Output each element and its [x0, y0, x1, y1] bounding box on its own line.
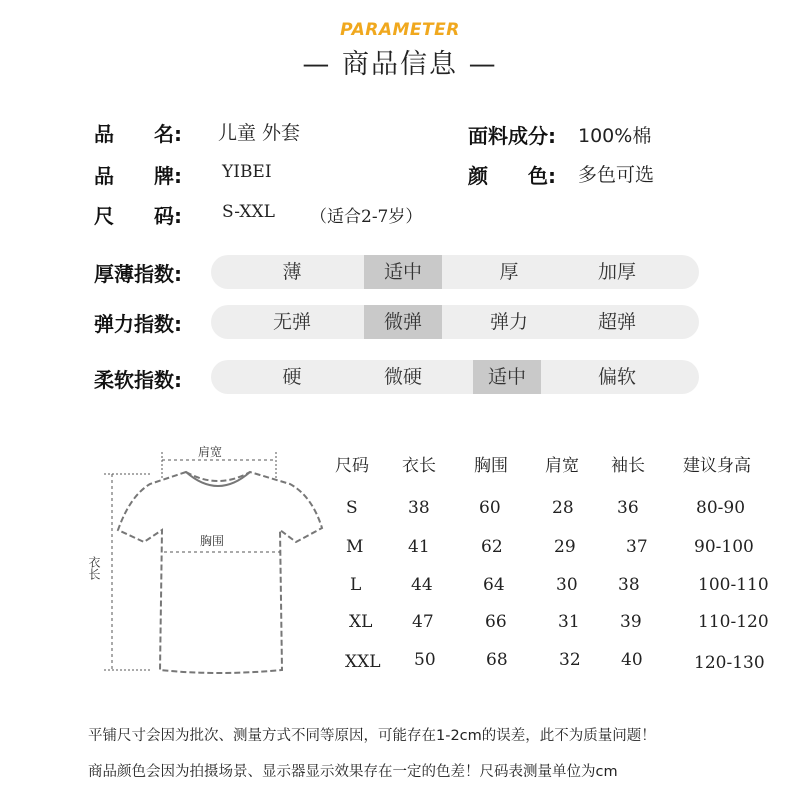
material-label: 面料成分: — [468, 124, 556, 148]
table-header: 胸围 — [474, 456, 508, 476]
thickness-index-scale — [211, 255, 699, 289]
elasticity-index-scale — [211, 305, 699, 339]
table-cell: 44 — [411, 575, 433, 595]
table-cell: 40 — [621, 650, 643, 670]
table-cell: 28 — [552, 498, 574, 518]
table-cell: 120-130 — [694, 653, 765, 673]
thickness-option: 加厚 — [597, 261, 636, 283]
table-cell: 37 — [626, 537, 648, 557]
color-label: 颜 色: — [468, 164, 556, 188]
table-header: 衣长 — [402, 456, 436, 476]
table-header: 建议身高 — [683, 456, 751, 476]
table-cell: 30 — [556, 575, 578, 595]
banner-title-cn: — 商品信息 — — [302, 49, 498, 80]
shoulder-width-label: 肩宽 — [198, 445, 223, 459]
name-label: 品 名: — [94, 122, 182, 146]
elasticity-option-selected: 微弹 — [364, 305, 442, 339]
table-cell: 64 — [483, 575, 505, 595]
elasticity-index-label: 弹力指数: — [94, 312, 182, 336]
table-cell: 110-120 — [698, 612, 769, 632]
table-header: 尺码 — [335, 456, 369, 476]
thickness-option-selected: 适中 — [364, 255, 442, 289]
table-cell: L — [350, 575, 362, 595]
table-header: 肩宽 — [545, 456, 579, 476]
thickness-index-label: 厚薄指数: — [94, 262, 182, 286]
note-measurement-error: 平铺尺寸会因为批次、测量方式不同等原因，可能存在1-2cm的误差，此不为质量问题！ — [88, 728, 656, 744]
brand-label: 品 牌: — [94, 164, 182, 188]
table-cell: 36 — [617, 498, 639, 518]
table-cell: S — [346, 498, 358, 518]
softness-index-label: 柔软指数: — [94, 368, 182, 392]
table-cell: 38 — [618, 575, 640, 595]
table-cell: XXL — [345, 652, 381, 672]
softness-option: 偏软 — [597, 366, 636, 388]
name-value: 儿童 外套 — [218, 122, 301, 144]
table-cell: 41 — [408, 537, 430, 557]
color-value: 多色可选 — [578, 164, 655, 186]
table-cell: 90-100 — [694, 537, 754, 557]
table-cell: 39 — [620, 612, 642, 632]
softness-option-selected: 适中 — [473, 360, 541, 394]
thickness-option: 厚 — [499, 261, 519, 283]
banner-title-en: PARAMETER — [340, 20, 460, 40]
size-note: （适合2-7岁） — [310, 207, 423, 227]
material-value: 100%棉 — [578, 125, 652, 147]
tshirt-diagram — [90, 438, 350, 688]
softness-option: 微硬 — [383, 366, 422, 388]
elasticity-option: 弹力 — [489, 311, 528, 333]
table-cell: 80-90 — [696, 498, 746, 518]
note-color-difference: 商品颜色会因为拍摄场景、显示器显示效果存在一定的色差！尺码表测量单位为cm — [88, 764, 618, 780]
table-cell: 50 — [414, 650, 436, 670]
table-cell: 38 — [408, 498, 430, 518]
table-cell: 62 — [481, 537, 503, 557]
thickness-option: 薄 — [282, 261, 302, 283]
elasticity-option: 超弹 — [597, 311, 636, 333]
softness-option: 硬 — [282, 366, 302, 388]
table-cell: XL — [349, 612, 373, 632]
size-value: S-XXL — [222, 202, 275, 222]
table-cell: 32 — [559, 650, 581, 670]
table-cell: 31 — [558, 612, 580, 632]
table-cell: 60 — [479, 498, 501, 518]
brand-value: YIBEI — [222, 162, 272, 182]
table-cell: 66 — [485, 612, 507, 632]
softness-index-scale — [211, 360, 699, 394]
table-cell: M — [346, 537, 364, 557]
table-header: 袖长 — [611, 456, 645, 476]
length-label: 衣长 — [87, 556, 101, 580]
table-cell: 47 — [412, 612, 434, 632]
elasticity-option: 无弹 — [272, 311, 311, 333]
table-cell: 29 — [554, 537, 576, 557]
chest-label: 胸围 — [200, 534, 225, 548]
table-cell: 68 — [486, 650, 508, 670]
table-cell: 100-110 — [698, 575, 769, 595]
size-label: 尺 码: — [94, 204, 182, 228]
